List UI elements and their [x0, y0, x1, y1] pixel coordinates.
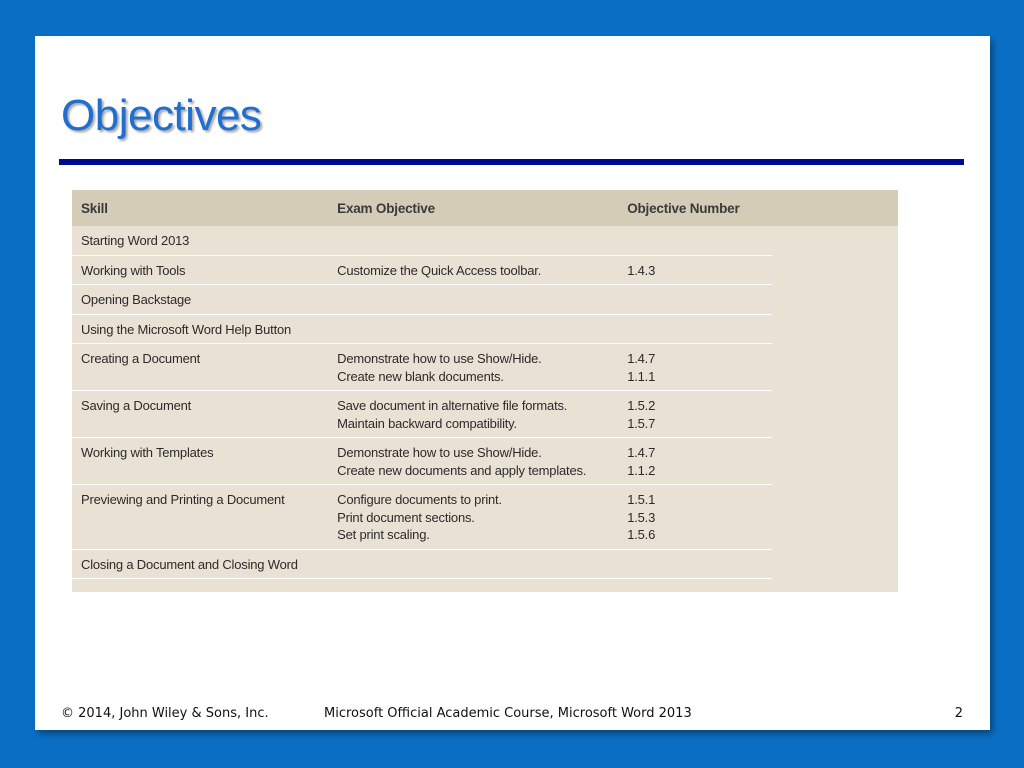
- footer-page-number: 2: [954, 706, 963, 721]
- objectives-table-container: [72, 190, 898, 592]
- skill-text: Previewing and Printing a Document: [81, 492, 285, 507]
- table-row: [72, 344, 772, 391]
- slide-title: Objectives: [61, 91, 262, 140]
- objective-number-text: 1.5.6: [627, 527, 656, 542]
- header-exam-objective: Exam Objective: [337, 200, 435, 216]
- table-row: [72, 226, 772, 255]
- skill-text: Starting Word 2013: [81, 233, 190, 248]
- objective-text: Configure documents to print.: [337, 492, 502, 507]
- cell-exam-objective: [328, 438, 618, 485]
- table-row: [72, 485, 772, 550]
- cell-exam-objective: [328, 485, 618, 550]
- cell-objective-number: [618, 549, 772, 579]
- objective-text: Demonstrate how to use Show/Hide.: [337, 445, 542, 460]
- table-row: [72, 438, 772, 485]
- objective-number-text: 1.5.3: [627, 509, 656, 525]
- footer-course-title: Microsoft Official Academic Course, Microsoft Word 2013: [324, 706, 692, 721]
- cell-skill: [72, 485, 328, 550]
- objective-text: Create new blank documents.: [337, 368, 504, 384]
- skill-text: Saving a Document: [81, 398, 192, 413]
- cell-objective-number: [618, 285, 772, 315]
- objective-number-text: 1.4.7: [627, 445, 656, 460]
- header-objective-number: Objective Number: [627, 200, 740, 216]
- table-row: [72, 285, 772, 315]
- cell-exam-objective: [328, 285, 618, 315]
- cell-skill: [72, 255, 328, 285]
- cell-objective-number: [618, 438, 772, 485]
- objective-number-text: 1.5.1: [627, 492, 656, 507]
- cell-exam-objective: [328, 344, 618, 391]
- skill-text: Using the Microsoft Word Help Button: [81, 321, 292, 337]
- objective-text: Maintain backward compatibility.: [337, 415, 517, 431]
- objective-text: Create new documents and apply templates.: [337, 462, 587, 478]
- cell-exam-objective: [328, 549, 618, 579]
- objective-number-text: 1.1.1: [627, 368, 656, 384]
- objective-number-text: 1.4.3: [627, 262, 656, 278]
- cell-exam-objective: [328, 226, 618, 255]
- objective-number-text: 1.4.7: [627, 351, 656, 366]
- objective-text: Customize the Quick Access toolbar.: [337, 262, 542, 278]
- cell-objective-number: [618, 391, 772, 438]
- skill-text: Opening Backstage: [81, 292, 192, 307]
- cell-objective-number: [618, 485, 772, 550]
- table-body: [72, 226, 772, 579]
- table-row: [72, 391, 772, 438]
- table-row: [72, 255, 772, 285]
- cell-skill: [72, 549, 328, 579]
- table-row: [72, 314, 772, 344]
- header-skill: Skill: [81, 200, 108, 216]
- cell-skill: [72, 438, 328, 485]
- cell-objective-number: [618, 226, 772, 255]
- title-underline: [59, 159, 964, 165]
- skill-text: Working with Tools: [81, 262, 186, 278]
- cell-exam-objective: [328, 314, 618, 344]
- cell-skill: [72, 344, 328, 391]
- cell-exam-objective: [328, 255, 618, 285]
- cell-exam-objective: [328, 391, 618, 438]
- skill-text: Creating a Document: [81, 351, 201, 366]
- slide: [35, 36, 990, 730]
- table-header-row: [72, 190, 772, 226]
- objective-number-text: 1.5.7: [627, 415, 656, 431]
- cell-objective-number: [618, 344, 772, 391]
- cell-objective-number: [618, 314, 772, 344]
- objectives-table: [72, 190, 772, 579]
- skill-text: Working with Templates: [81, 445, 214, 460]
- cell-skill: [72, 314, 328, 344]
- objective-number-text: 1.1.2: [627, 462, 656, 478]
- cell-skill: [72, 285, 328, 315]
- skill-text: Closing a Document and Closing Word: [81, 556, 298, 572]
- cell-skill: [72, 391, 328, 438]
- footer-copyright: © 2014, John Wiley & Sons, Inc.: [61, 706, 269, 721]
- objective-number-text: 1.5.2: [627, 398, 656, 413]
- cell-objective-number: [618, 255, 772, 285]
- table-row: [72, 549, 772, 579]
- objective-text: Save document in alternative file formats.: [337, 398, 568, 413]
- objective-text: Demonstrate how to use Show/Hide.: [337, 351, 542, 366]
- objective-text: Print document sections.: [337, 509, 475, 525]
- objective-text: Set print scaling.: [337, 527, 430, 542]
- cell-skill: [72, 226, 328, 255]
